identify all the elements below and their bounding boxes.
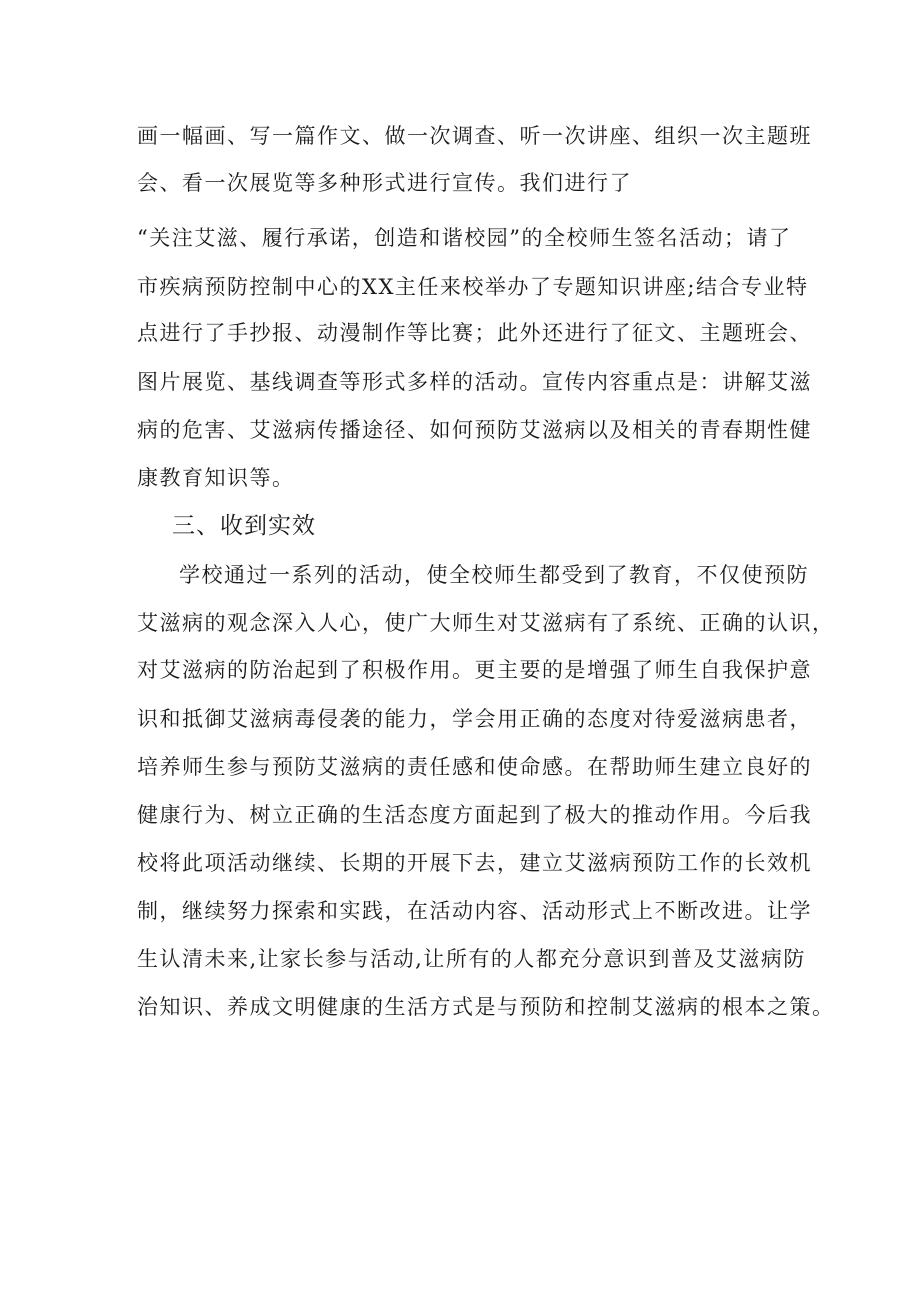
text-line: 识和抵御艾滋病毒侵袭的能力，学会用正确的态度对待爱滋病患者， <box>137 707 812 731</box>
text-line: 学校通过一系列的活动，使全校师生都受到了教育，不仅使预防 <box>179 563 809 587</box>
text-line: 会、看一次展览等多种形式进行宣传。我们进行了 <box>137 171 632 195</box>
text-line: 健康行为、树立正确的生活态度方面起到了极大的推动作用。今后我 <box>137 803 812 827</box>
text-line: 生认清未来,让家长参与活动,让所有的人都充分意识到普及艾滋病防 <box>137 947 806 971</box>
text-line: 点进行了手抄报、动漫制作等比赛；此外还进行了征文、主题班会、 <box>137 321 812 345</box>
text-line: 艾滋病的观念深入人心，使广大师生对艾滋病有了系统、正确的认识， <box>137 611 835 635</box>
text-line: 图片展览、基线调查等形式多样的活动。宣传内容重点是：讲解艾滋 <box>137 370 812 394</box>
text-line: 画一幅画、写一篇作文、做一次调查、听一次讲座、组织一次主题班 <box>137 124 812 148</box>
text-line: 培养师生参与预防艾滋病的责任感和使命感。在帮助师生建立良好的 <box>137 755 812 779</box>
text-line: 校将此项活动继续、长期的开展下去，建立艾滋病预防工作的长效机 <box>137 851 812 875</box>
text-line: 对艾滋病的防治起到了积极作用。更主要的是增强了师生自我保护意 <box>137 658 812 682</box>
text-line: 市疾病预防控制中心的XX主任来校举办了专题知识讲座;结合专业特 <box>137 275 809 299</box>
section-heading: 三、收到实效 <box>172 513 316 539</box>
text-line: 治知识、养成文明健康的生活方式是与预防和控制艾滋病的根本之策。 <box>137 995 835 1019</box>
text-line: 病的危害、艾滋病传播途径、如何预防艾滋病以及相关的青春期性健 <box>137 418 812 442</box>
text-line: 康教育知识等。 <box>137 466 295 490</box>
text-line: “关注艾滋、履行承诺，创造和谐校园”的全校师生签名活动；请了 <box>137 226 792 250</box>
text-line: 制，继续努力探索和实践，在活动内容、活动形式上不断改进。让学 <box>137 899 812 923</box>
